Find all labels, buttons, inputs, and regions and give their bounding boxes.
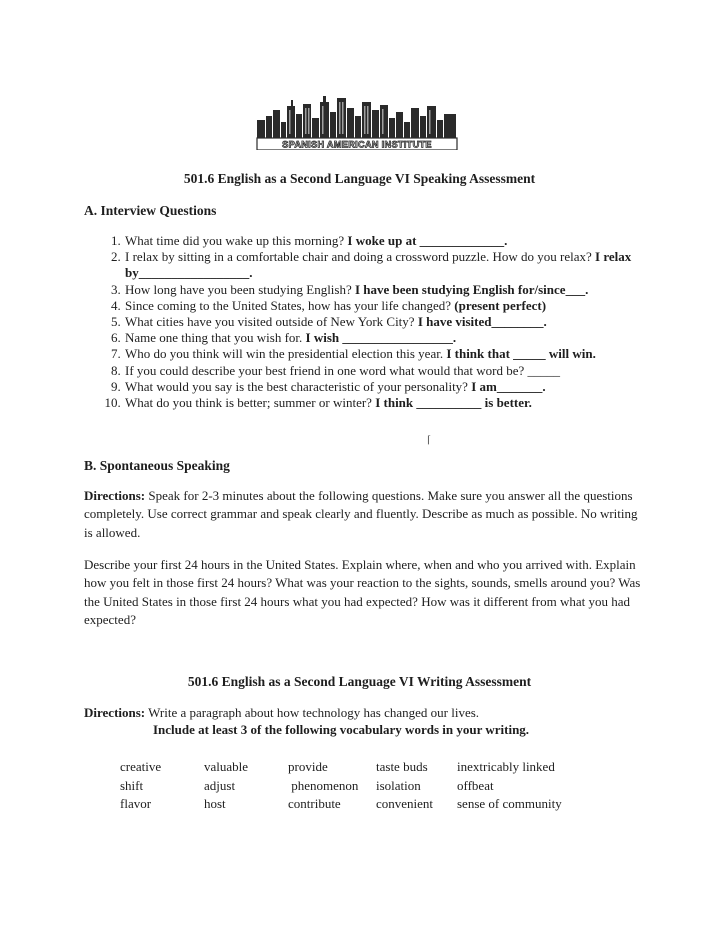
vocab-word: inextricably linked [457,759,555,774]
writing-assessment-title: 501.6 English as a Second Language VI Writing Assessment [187,674,532,689]
question-6: 6. Name one thing that you wish for. I wish _________________. [124,330,684,346]
section-a-heading: A. Interview Questions [84,203,217,218]
question-7: 7. Who do you think will win the presidential election this year. I think that _____ will win. [124,346,684,362]
vocabulary-instruction: Include at least 3 of the following vocabulary words in your writing. [153,722,530,737]
vocab-word: provide [288,759,328,774]
question-3: 3. How long have you been studying English? I have been studying English for/since___. [124,282,684,298]
vocabulary-table [120,759,591,815]
question-9: 9. What would you say is the best characteristic of your personality? I am_______. [124,379,684,395]
question-10: 10. What do you think is better; summer or winter? I think __________ is better. [124,395,684,411]
question-5: 5. What cities have you visited outside of New York City? I have visited________. [124,314,684,330]
vocab-word: contribute [288,796,341,811]
writing-directions [84,704,479,722]
vocab-word: phenomenon [288,777,359,793]
question-1: 1. What time did you wake up this morning? I woke up at _____________. [124,233,684,249]
vocabulary-row [120,759,591,778]
vocab-word: isolation [376,777,421,793]
vocab-word: flavor [120,796,152,811]
question-8: 8. If you could describe your best friend in one word what would that word be? _____ [124,363,684,379]
vocab-word: sense of community [457,796,562,811]
vocab-word: creative [120,759,162,774]
speaking-prompt: Describe your first 24 hours in the United States. Explain where, when and who you arrived with. Explain how you felt in those first 24 hours? What was your reaction to the sights, sounds, smells around you? Was the United States in those first 24 hours what you had expected? How was it different from what you had expected? [84,557,641,628]
question-4: 4. Since coming to the United States, how has your life changed? (present perfect) [124,298,684,314]
speaking-directions-label: Directions: [84,488,146,503]
vocab-word: adjust [204,777,236,793]
vocabulary-row [120,796,591,815]
vocabulary-row [120,778,591,797]
question-2: 2. I relax by sitting in a comfortable chair and doing a crossword puzzle. How do you relax? I relax by_________________. [124,249,684,281]
institute-logo [255,96,459,150]
speaking-directions-text: Speak for 2-3 minutes about the following questions. Make sure you answer all the questions completely. Use correct grammar and speak clearly and fluently. Describe as much as possible. No writing is allowed. [84,488,638,540]
interview-questions-list [84,233,684,411]
writing-directions-label: Directions: [84,705,146,720]
speaking-directions [84,487,644,542]
section-b-heading: B. Spontaneous Speaking [84,458,230,473]
writing-directions-text: Write a paragraph about how technology has changed our lives. [145,705,480,720]
vocab-word: taste buds [376,759,428,774]
logo-text: SPANISH AMERICAN INSTITUTE [282,139,432,150]
vocab-word: offbeat [457,777,494,793]
speaking-assessment-title: 501.6 English as a Second Language VI Speaking Assessment [183,171,536,186]
vocab-word: valuable [204,759,249,774]
vocab-word: shift [120,777,144,793]
vocab-word: host [204,796,226,811]
stray-mark: ⌈ [427,435,431,446]
vocab-word: convenient [376,796,434,811]
